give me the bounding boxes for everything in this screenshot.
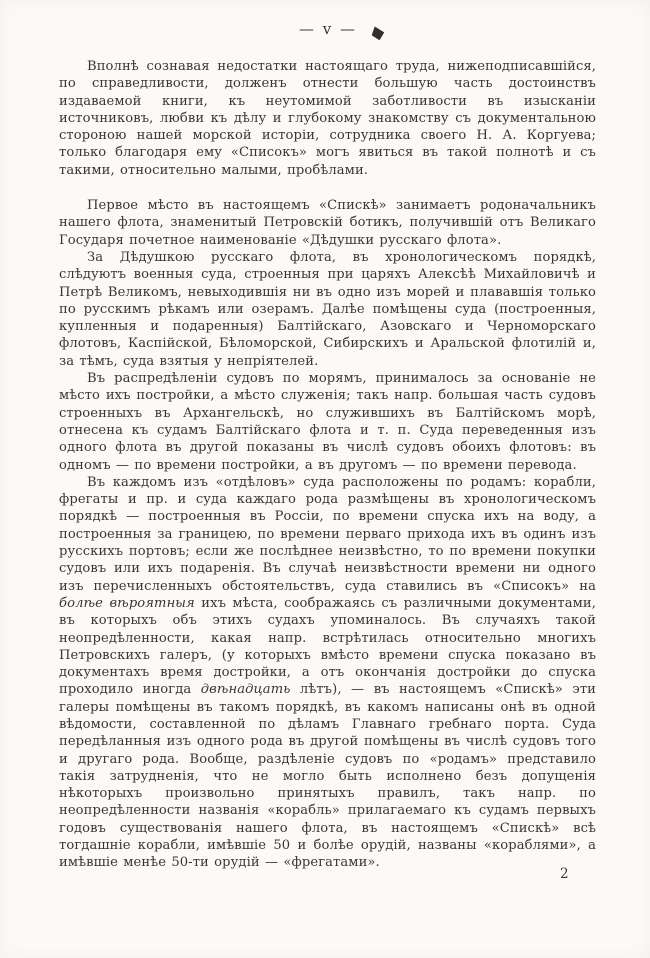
- body-text: Въ распредѣленіи судовъ по морямъ, принималось за основаніе не мѣсто ихъ постройки, а мѣсто служенія; такъ напр. большая часть судовъ строенныхъ въ Архангельскѣ, но служившихъ въ Балтійскомъ морѣ, отнесена къ судамъ Балтійскаго флота и т. п. Суда переведенныя изъ одного флота въ другой показаны въ числѣ судовъ обоихъ флотовъ: въ одномъ — по времени постройки, а въ другомъ — по времени перевода.: [59, 371, 596, 473]
- body-text: лѣтъ), — въ настоящемъ «Спискѣ» эти галеры помѣщены въ такомъ порядкѣ, въ какомъ написаны онѣ въ одной вѣдомости, составленной по дѣламъ Главнаго гребнаго порта. Суда передѣланныя изъ одного рода въ другой помѣщены въ числѣ судовъ того и другаго рода. Вообще, раздѣленіе судовъ по «родамъ» представило такія затрудненія, что не могло быть исполнено безъ допущенія нѣкоторыхъ произвольно принятыхъ правилъ, такъ напр. по неопредѣленности названія «корабль» прилагаемаго къ судамъ первыхъ годовъ существованія нашего флота, въ настоящемъ «Спискѣ» всѣ тогдашніе корабли, имѣвшіе 50 и болѣе орудій, названы «кораблями», а имѣвшіе менѣе 50-ти орудій — «фрегатами».: [59, 682, 596, 871]
- paragraph: [59, 197, 596, 249]
- paragraph: [59, 58, 596, 179]
- body-text: Вполнѣ сознавая недостатки настоящаго труда, нижеподписавшійся, по справедливости, долженъ отнести большую часть достоинствъ издаваемой книги, къ неутомимой заботливости въ изысканіи источниковъ, любви къ дѣлу и глубокому знакомству съ документальною стороною нашей морской исторіи, сотрудника своего Н. А. Коргуева; только благодаря ему «Списокъ» могъ явиться въ такой полнотѣ и съ такими, относительно малыми, пробѣлами.: [59, 59, 596, 178]
- paragraph: [59, 249, 596, 370]
- text-block: [59, 58, 596, 872]
- paragraph: [59, 370, 596, 474]
- emphasized-text: двѣнадцать: [200, 682, 291, 698]
- page-number-header: — v —: [298, 20, 357, 38]
- paragraph: [59, 474, 596, 872]
- body-text: Въ каждомъ изъ «отдѣловъ» суда расположены по родамъ: корабли, фрегаты и пр. и суда каждаго рода размѣщены въ хронологическомъ порядкѣ — построенныя въ Россіи, по времени спуска ихъ на воду, а построенныя за границею, по времени перваго прихода ихъ въ одинъ изъ русскихъ портовъ; если же послѣднее неизвѣстно, то по времени покупки судовъ или ихъ подаренія. Въ случаѣ неизвѣстности времени ни одного изъ перечисленныхъ обстоятельствъ, суда ставились въ «Списокъ» на: [59, 474, 596, 594]
- body-text: За Дѣдушкою русскаго флота, въ хронологическомъ порядкѣ, слѣдуютъ военныя суда, строенныя при царяхъ Алексѣѣ Михайловичѣ и Петрѣ Великомъ, невыходившія ни въ одно изъ морей и плававшія только по русскимъ рѣкамъ или озерамъ. Далѣе помѣщены суда (построенныя, купленныя и подаренныя) Балтійскаго, Азовскаго и Черноморскаго флотовъ, Каспійской, Бѣломорской, Сибирскихъ и Аральской флотилій и, за тѣмъ, суда взятыя у непріятелей.: [59, 249, 596, 369]
- body-text: Первое мѣсто въ настоящемъ «Спискѣ» занимаетъ родоначальникъ нашего флота, знаменитый Петровскій ботикъ, получившій отъ Великаго Государя почетное наименованіе «Дѣдушки русскаго флота».: [59, 198, 596, 248]
- body-text: ихъ мѣста, соображаясь съ различными документами, въ которыхъ объ этихъ судахъ упоминалось. Въ случаяхъ такой неопредѣленности, какая напр. встрѣтилась относительно многихъ Петровскихъ галеръ, (у которыхъ вмѣсто времени спуска показано въ документахъ время достройки, а отъ окончанія достройки до спуска проходило иногда: [59, 595, 596, 698]
- signature-number: 2: [560, 866, 569, 882]
- emphasized-text: болѣе вѣроятныя: [59, 595, 195, 611]
